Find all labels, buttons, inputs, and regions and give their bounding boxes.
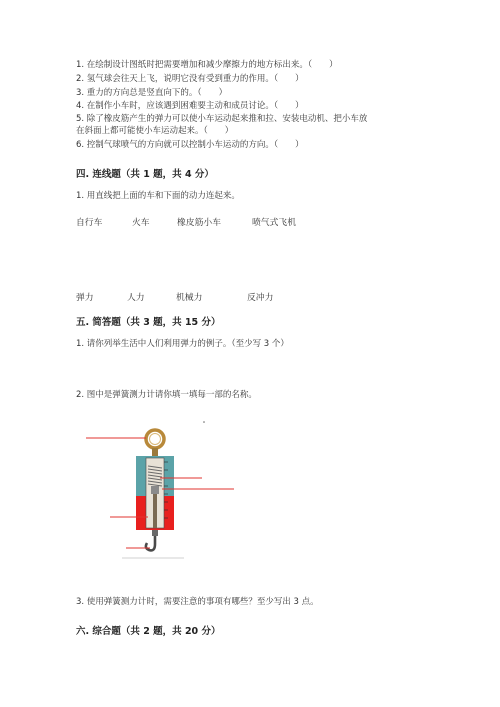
section5-question-3: 3. 使用弹簧测力计时，需要注意的事项有哪些？至少写出 3 点。 <box>76 597 319 607</box>
car-bicycle: 自行车 <box>76 218 103 228</box>
car-rubber-band: 橡皮筋小车 <box>177 218 221 228</box>
tf-question-6: 6. 控制气球喷气的方向就可以控制小车运动的方向。（ ） <box>76 140 304 150</box>
section6-title: 六. 综合题（共 2 题，共 20 分） <box>76 626 221 637</box>
power-elastic: 弹力 <box>76 293 94 303</box>
power-human: 人力 <box>127 293 145 303</box>
section5-question-2: 2. 图中是弹簧测力计请你填一填每一部的名称。 <box>76 390 257 400</box>
power-mechanical: 机械力 <box>176 293 203 303</box>
tf-question-5-line1: 5. 除了橡皮筋产生的弹力可以使小车运动起来推和拉、安装电动机、把小车放 <box>76 114 368 124</box>
power-recoil: 反冲力 <box>247 293 274 303</box>
car-train: 火车 <box>132 218 150 228</box>
ring <box>146 430 164 448</box>
section5-question-1: 1. 请你列举生活中人们利用弹力的例子。（至少写 3 个） <box>76 339 289 349</box>
section4-question-1: 1. 用直线把上面的车和下面的动力连起来。 <box>76 191 240 201</box>
tf-question-2: 2. 氢气球会往天上飞，说明它没有受到重力的作用。（ ） <box>76 74 304 84</box>
section4-title: 四. 连线题（共 1 题，共 4 分） <box>76 169 214 180</box>
tf-question-4: 4. 在制作小车时，应该遇到困难要主动和成员讨论。（ ） <box>76 101 304 111</box>
tf-question-1: 1. 在绘制设计图纸时把需要增加和减少摩擦力的地方标出来。（ ） <box>76 60 338 70</box>
spring-scale-figure <box>80 418 250 568</box>
section5-title: 五. 简答题（共 3 题，共 15 分） <box>76 317 221 328</box>
pointer-rod <box>153 494 157 528</box>
tf-question-3: 3. 重力的方向总是竖直向下的。（ ） <box>76 88 228 98</box>
car-jet: 喷气式飞机 <box>252 218 296 228</box>
tf-question-5-line2: 在斜面上都可能使小车运动起来。（ ） <box>76 126 234 136</box>
